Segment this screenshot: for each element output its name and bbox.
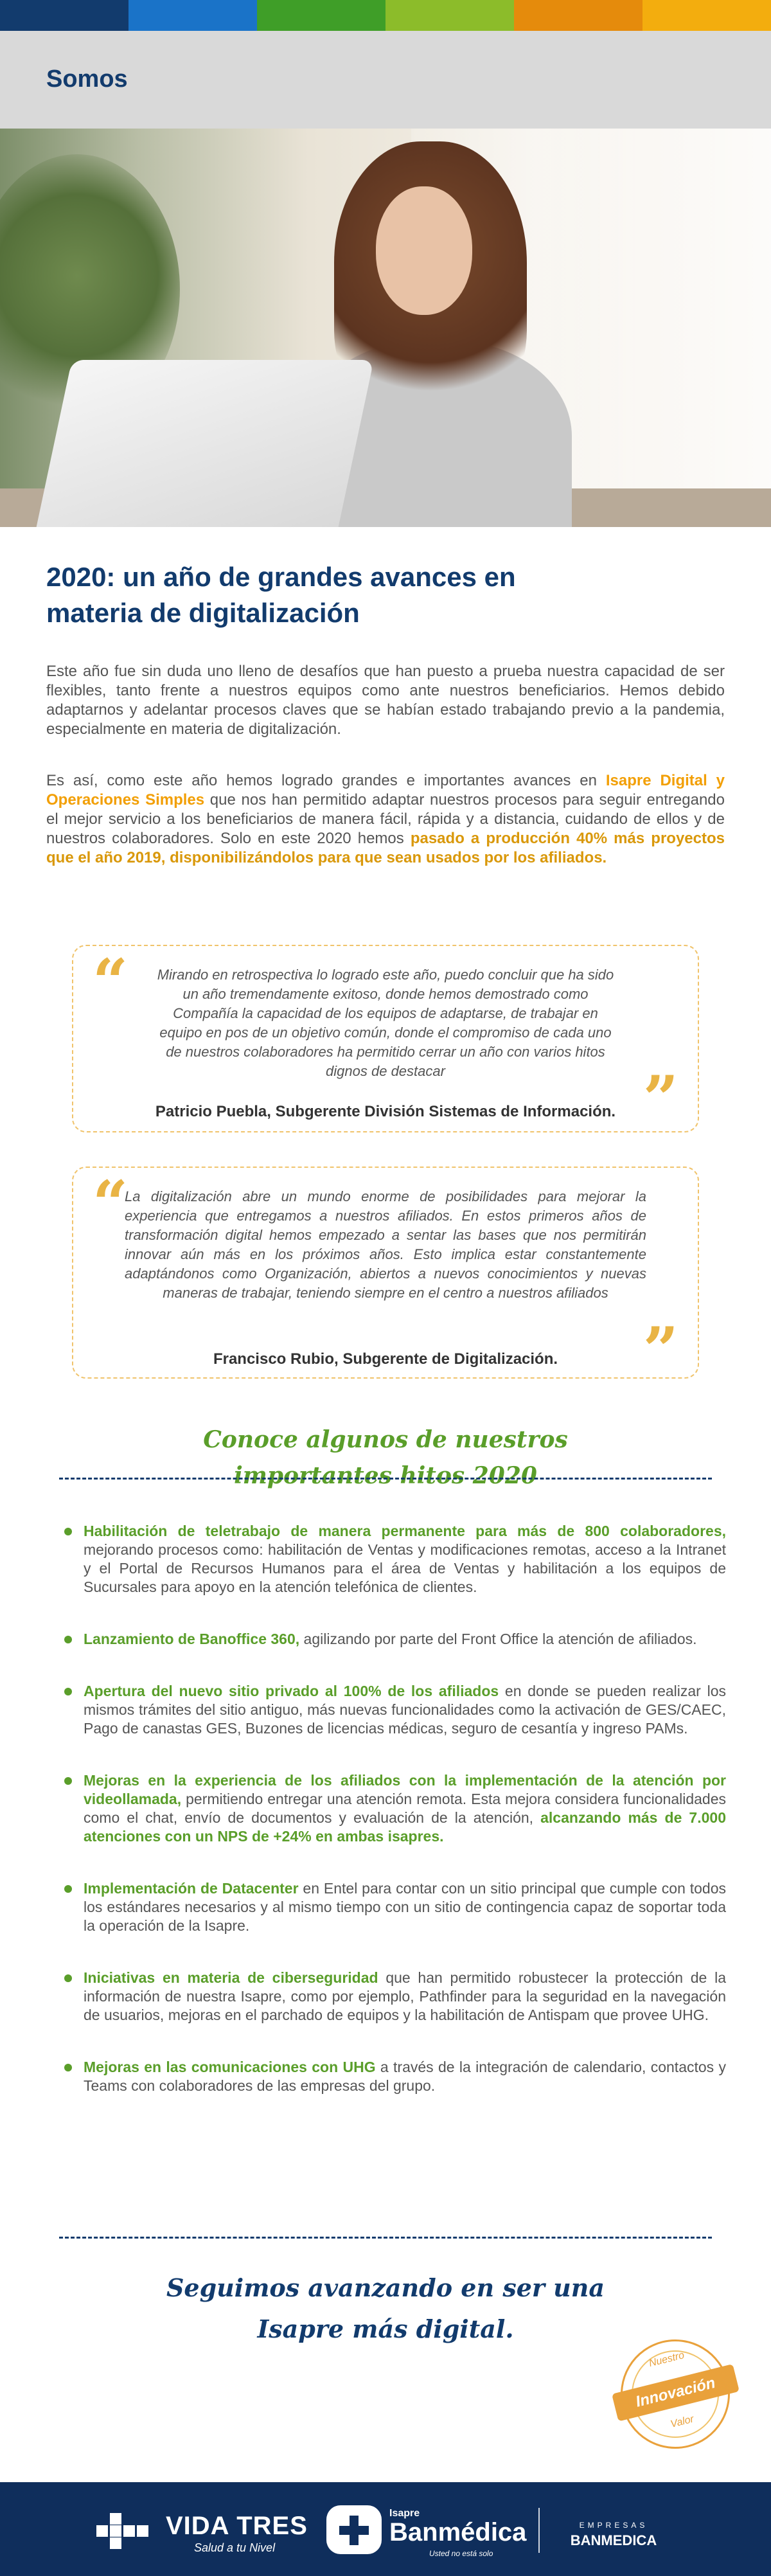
bullet-icon — [64, 1885, 72, 1893]
item-highlight: alcanzando más de 7.000 atenciones con un NPS de +24% en ambas isapres. — [84, 1809, 726, 1845]
item-highlight: Iniciativas en materia de ciberseguridad — [84, 1969, 378, 1986]
bullet-icon — [64, 2064, 72, 2071]
paragraph-text: que nos han permitido adaptar nuestros procesos para seguir entregando el mejor servicio a los beneficiarios de manera fácil, rápida y a distancia, cuidando de ellos y de nuestros colaboradores. Solo en este 2020 hemos — [46, 791, 725, 847]
quote-text: La digitalización abre un mundo enorme de posibilidades para mejorar la experiencia que entregamos a nuestros afiliados. En estos primeros años de transformación digital hemos empezado a sentar las bases que nos permitirán innovar aún más en los próximos años. Esto implica estar constantemente adaptándonos como Organización, abiertos a nuevos conocimientos y nuevas maneras de trabajar, teniendo siempre en el centro a nuestros afiliados — [125, 1188, 646, 1301]
open-quote-icon: “ — [93, 1167, 128, 1240]
article-heading-line: 2020: un año de grandes avances en — [46, 562, 516, 592]
quote-author: Francisco Rubio, Subgerente de Digitalización. — [213, 1350, 558, 1368]
closing-line: Isapre más digital. — [257, 2314, 514, 2343]
item-text: que han permitido robustecer la protección de la información de nuestra Isapre, como por ejemplo, Pathfinder para la seguridad en la navegación de usuarios, mejoras en el parchado de equipos y la habilitación de Antispam que provee UHG. — [84, 1969, 726, 2023]
item-text: permitiendo entregar una atención remota. Esta mejora considera funcionalidades como el chat, envío de documentos y evaluación de la atención, — [84, 1791, 726, 1826]
progress-paragraph — [46, 771, 725, 868]
milestones-list — [84, 1522, 726, 2095]
list-item — [84, 1630, 726, 1649]
milestones-title-line: Conoce algunos de nuestros — [203, 1426, 568, 1453]
banmedica-isapre-label: Isapre — [389, 2508, 420, 2519]
item-text: mejorando procesos como: habilitación de Ventas y modificaciones remotas, acceso a la Intranet y el Portal de Recursos Humanos para el área de Ventas y habilitación a los equipos de Sucursales para apoyo en la atención telefónica de clientes. — [84, 1541, 726, 1595]
hero-photo — [0, 129, 771, 527]
open-quote-icon: “ — [93, 945, 128, 1018]
footer-divider — [538, 2508, 540, 2553]
dashed-divider — [59, 2237, 712, 2239]
closing-line: Seguimos avanzando en ser una — [166, 2273, 605, 2302]
dashed-divider — [59, 1478, 712, 1480]
color-segment — [257, 0, 386, 31]
brand-color-bar — [0, 0, 771, 31]
list-item — [84, 2058, 726, 2095]
milestones-title-line: importantes hitos 2020 — [234, 1462, 537, 1489]
bullet-icon — [64, 1636, 72, 1643]
item-text: en donde se pueden realizar los mismos trámites del sitio antiguo, más nuevas funcionalidades como la activación de GES/CAEC, Pago de canastas GES, Buzones de licencias médicas, seguro de cesantía y ingreso PAMs. — [84, 1683, 726, 1737]
list-item — [84, 1682, 726, 1738]
bullet-icon — [64, 1688, 72, 1695]
article-heading-line: materia de digitalización — [46, 598, 360, 628]
bullet-icon — [64, 1528, 72, 1535]
section-title: Somos — [46, 66, 128, 93]
vidatres-name: VIDA TRES — [166, 2512, 308, 2540]
bullet-icon — [64, 1974, 72, 1982]
banmedica-name: Banmédica — [389, 2518, 527, 2546]
list-item — [84, 1879, 726, 1935]
item-highlight: Implementación de Datacenter — [84, 1880, 299, 1897]
list-item — [84, 1771, 726, 1846]
item-highlight: Lanzamiento de Banoffice 360, — [84, 1631, 300, 1647]
intro-paragraph: Este año fue sin duda uno lleno de desafíos que han puesto a prueba nuestra capacidad de ser flexibles, tanto frente a nuestros equipos como ante nuestros beneficiarios. Hemos debido adaptarnos y adelantar procesos claves que se habían estado trabajando previo a la pandemia, especialmente en materia de digitalización. — [46, 663, 725, 738]
bullet-icon — [64, 1777, 72, 1785]
color-segment — [128, 0, 257, 31]
item-text: a través de la integración de calendario, contactos y Teams con colaboradores de las empresas del grupo. — [84, 2059, 726, 2094]
item-text: en Entel para contar con un sitio principal que cumple con todos los estándares necesarios y al mismo tiempo con un sitio de contingencia capaz de soportar toda la operación de la Isapre. — [84, 1880, 727, 1934]
item-text: agilizando por parte del Front Office la atención de afiliados. — [299, 1631, 697, 1647]
article-heading — [46, 559, 725, 631]
closing-statement — [0, 2267, 771, 2350]
empresas-label: EMPRESAS — [579, 2521, 648, 2530]
footer — [0, 2482, 771, 2576]
laptop-shape — [31, 360, 374, 527]
seal-band-text: Innovación — [612, 2364, 740, 2422]
item-highlight: Apertura del nuevo sitio privado al 100% de los afiliados — [84, 1683, 499, 1699]
highlight-text: Isapre Digital y Operaciones Simples — [46, 772, 725, 809]
quote-text: Mirando en retrospectiva lo logrado este año, puedo concluir que ha sido un año tremendamente exitoso, donde hemos demostrado como Compañía la capacidad de los equipos de adaptarse, de trabajar en equipo en pos de un objetivo común, donde el compromiso de cada uno de nuestros colaboradores ha permitido cerrar un año con varios hitos dignos de destacar — [157, 967, 614, 1079]
quote-author: Patricio Puebla, Subgerente División Sistemas de Información. — [155, 1103, 616, 1120]
milestones-title — [0, 1422, 771, 1494]
seal-bottom-text: Valor — [669, 2413, 695, 2430]
person-face-shape — [376, 186, 472, 315]
seal-top-text: Nuestro — [648, 2350, 686, 2370]
quote-card — [72, 945, 699, 1135]
banmedica-tagline: Usted no está solo — [429, 2549, 493, 2558]
color-segment — [514, 0, 642, 31]
item-highlight: Mejoras en la experiencia de los afiliados con la implementación de la atención por videollamada, — [84, 1772, 726, 1807]
list-item — [84, 1969, 726, 2025]
color-segment — [386, 0, 514, 31]
paragraph-text: Es así, como este año hemos logrado grandes e importantes avances en — [46, 772, 606, 789]
vidatres-tagline: Salud a tu Nivel — [194, 2541, 276, 2554]
close-quote-icon: ” — [642, 1314, 678, 1386]
color-segment — [642, 0, 771, 31]
color-segment — [0, 0, 128, 31]
empresas-banmedica-name: BANMEDICA — [570, 2532, 657, 2548]
highlight-text: pasado a producción 40% más proyectos que el año 2019, disponibilizándolos para que sean usados por los afiliados. — [46, 830, 725, 866]
vidatres-logo-icon — [96, 2513, 158, 2549]
list-item — [84, 1522, 726, 1597]
item-highlight: Habilitación de teletrabajo de manera permanente para más de 800 colaboradores, — [84, 1523, 726, 1539]
quote-card — [72, 1167, 699, 1386]
close-quote-icon: ” — [642, 1062, 678, 1135]
item-highlight: Mejoras en las comunicaciones con UHG — [84, 2059, 376, 2075]
banmedica-logo-icon — [326, 2505, 382, 2554]
